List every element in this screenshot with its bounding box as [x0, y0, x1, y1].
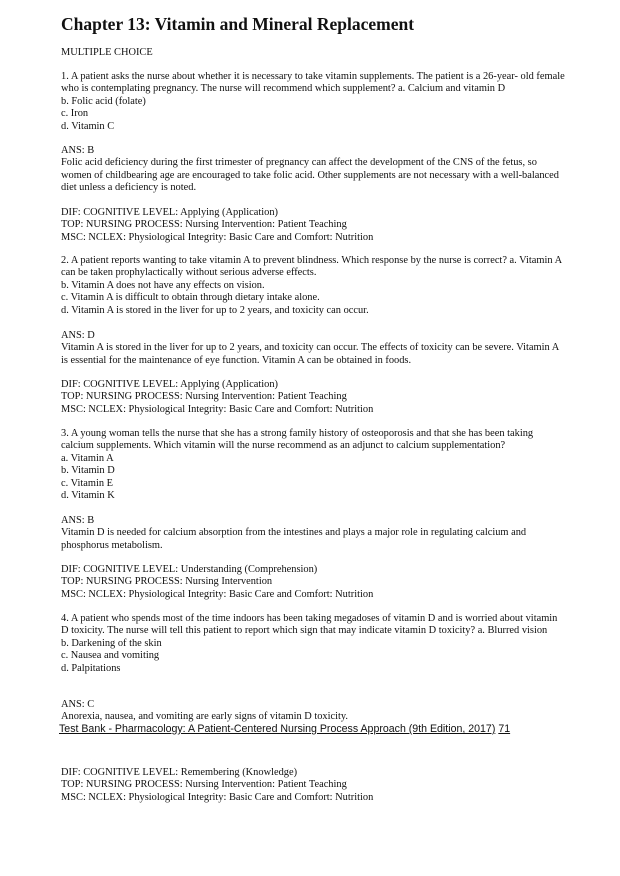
answer-2 — [61, 330, 566, 367]
meta-2-top: TOP: NURSING PROCESS: Nursing Intervention: Patient Teaching — [61, 391, 347, 403]
footer-source-link[interactable]: Test Bank - Pharmacology: A Patient-Centered Nursing Process Approach (9th Edition, 2017) — [59, 723, 496, 735]
answer-1 — [61, 145, 566, 195]
meta-3-msc: MSC: NCLEX: Physiological Integrity: Basic Care and Comfort: Nutrition — [61, 588, 374, 600]
question-1 — [61, 71, 566, 133]
chapter-title: Chapter 13: Vitamin and Mineral Replacement — [61, 14, 415, 34]
meta-4 — [61, 767, 566, 804]
question-2-option-d: d. Vitamin A is stored in the liver for up to 2 years, and toxicity can occur. — [61, 304, 369, 316]
footer-page-number[interactable]: 71 — [498, 723, 511, 735]
question-3-option-c: c. Vitamin E — [61, 477, 113, 489]
meta-2-msc: MSC: NCLEX: Physiological Integrity: Basic Care and Comfort: Nutrition — [61, 403, 374, 415]
answer-4-rationale: Anorexia, nausea, and vomiting are early signs of vitamin D toxicity. — [61, 711, 349, 723]
meta-4-top: TOP: NURSING PROCESS: Nursing Intervention: Patient Teaching — [61, 779, 347, 791]
question-3-stem: 3. A young woman tells the nurse that she has a strong family history of osteoporosis and that she has been taking calcium supplements. Which vitamin will the nurse recommend as an adjunct to calcium supplementation? — [61, 428, 534, 452]
answer-3-key: ANS: B — [61, 515, 95, 526]
meta-1-dif: DIF: COGNITIVE LEVEL: Applying (Application) — [61, 207, 279, 218]
meta-4-msc: MSC: NCLEX: Physiological Integrity: Basic Care and Comfort: Nutrition — [61, 791, 374, 803]
answer-1-key: ANS: B — [61, 145, 95, 156]
meta-2-dif: DIF: COGNITIVE LEVEL: Applying (Application) — [61, 379, 279, 390]
answer-4 — [61, 699, 566, 724]
question-4-option-b: b. Darkening of the skin — [61, 637, 162, 649]
question-3-option-d: d. Vitamin K — [61, 490, 115, 502]
answer-4-key: ANS: C — [61, 699, 95, 710]
meta-1 — [61, 207, 566, 244]
question-2 — [61, 255, 566, 317]
question-4-stem: 4. A patient who spends most of the time indoors has been taking megadoses of vitamin D and is worried about vitamin D toxicity. The nurse will tell this patient to report which sign that may indicate vitamin D toxicity? a. Blurred vision — [61, 613, 558, 637]
answer-3-rationale: Vitamin D is needed for calcium absorption from the intestines and plays a major role in regulating calcium and phosphorus metabolism. — [61, 527, 527, 551]
question-4 — [61, 613, 566, 675]
meta-2 — [61, 379, 566, 416]
question-1-stem: 1. A patient asks the nurse about whether it is necessary to take vitamin supplements. The patient is a 26-year- old female who is contemplating pregnancy. The nurse will recommend which supplement? a. Calcium and vitamin D — [61, 71, 565, 95]
question-1-option-d: d. Vitamin C — [61, 120, 115, 132]
answer-2-key: ANS: D — [61, 330, 95, 341]
question-2-option-b: b. Vitamin A does not have any effects on vision. — [61, 279, 265, 291]
question-3 — [61, 428, 566, 502]
question-1-option-b: b. Folic acid (folate) — [61, 95, 146, 107]
meta-4-dif: DIF: COGNITIVE LEVEL: Remembering (Knowledge) — [61, 767, 298, 778]
meta-3-top: TOP: NURSING PROCESS: Nursing Intervention — [61, 576, 273, 588]
question-4-option-d: d. Palpitations — [61, 662, 121, 674]
question-2-stem: 2. A patient reports wanting to take vitamin A to prevent blindness. Which response by the nurse is correct? a. Vitamin A can be taken prophylactically without serious adverse effects. — [61, 255, 562, 279]
question-1-option-c: c. Iron — [61, 108, 89, 120]
answer-3 — [61, 515, 566, 552]
answer-2-rationale: Vitamin A is stored in the liver for up to 2 years, and toxicity can occur. The effects of toxicity can be severe. Vitamin A is essential for the maintenance of eye function. Vitamin A can be obtained in foods. — [61, 342, 559, 366]
question-3-option-a: a. Vitamin A — [61, 452, 114, 464]
question-4-option-c: c. Nausea and vomiting — [61, 650, 160, 662]
meta-3-dif: DIF: COGNITIVE LEVEL: Understanding (Comprehension) — [61, 564, 318, 575]
question-2-option-c: c. Vitamin A is difficult to obtain through dietary intake alone. — [61, 292, 320, 304]
answer-1-rationale: Folic acid deficiency during the first trimester of pregnancy can affect the development of the CNS of the fetus, so women of childbearing age are encouraged to take folic acid. Other supplements are not necessary with a well-balanced diet unless a deficiency is noted. — [61, 157, 559, 194]
meta-3 — [61, 564, 566, 601]
meta-1-top: TOP: NURSING PROCESS: Nursing Intervention: Patient Teaching — [61, 219, 347, 231]
meta-1-msc: MSC: NCLEX: Physiological Integrity: Basic Care and Comfort: Nutrition — [61, 231, 374, 243]
page-footer — [59, 723, 579, 736]
section-heading: MULTIPLE CHOICE — [61, 47, 153, 58]
question-3-option-b: b. Vitamin D — [61, 465, 115, 477]
